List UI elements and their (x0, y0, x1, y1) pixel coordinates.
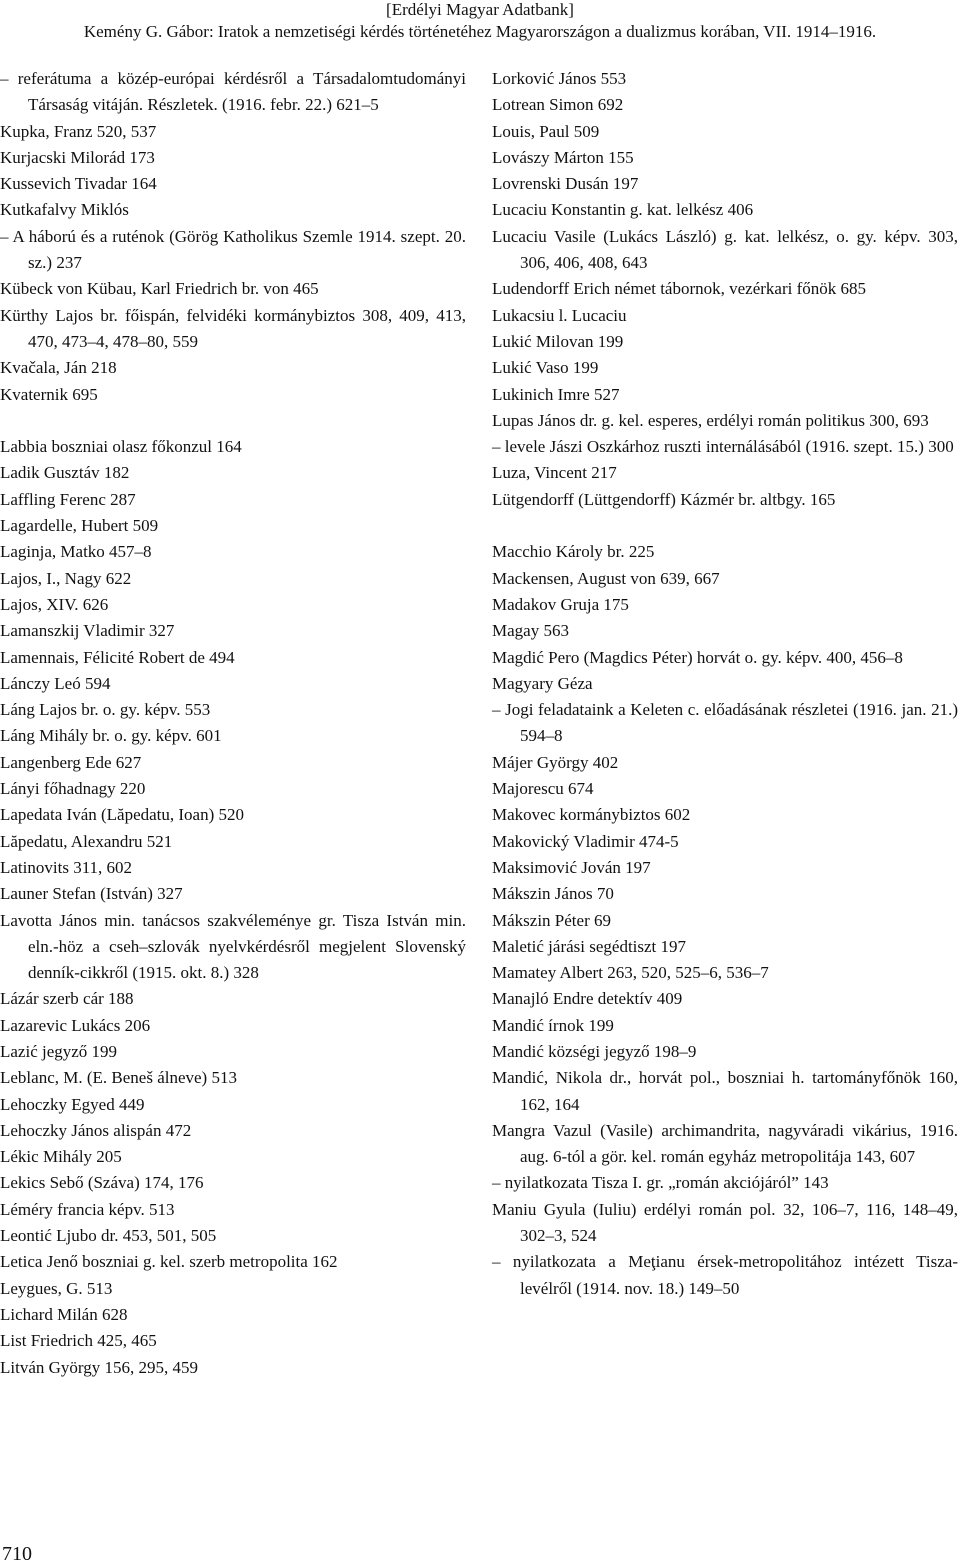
index-entry: Lukacsiu l. Lucaciu (492, 305, 627, 325)
index-entry: Lovászy Márton 155 (492, 147, 634, 167)
index-entry: Maniu Gyula (Iuliu) erdélyi román pol. 32, 106–7, 116, 148–49, 302–3, 524 (492, 1199, 958, 1246)
index-entry: Lütgendorff (Lüttgendorff) Kázmér br. altbgy. 165 (492, 489, 836, 509)
index-entry: Labbia boszniai olasz főkonzul 164 (0, 437, 242, 457)
index-entry: Kvaternik 695 (0, 384, 98, 404)
index-entry: Lékic Mihály 205 (0, 1147, 122, 1167)
page-number: 710 (2, 1543, 32, 1565)
index-entry: Lucaciu Vasile (Lukács László) g. kat. lelkész, o. gy. képv. 303, 306, 406, 408, 643 (492, 226, 958, 273)
book-title: Kemény G. Gábor: Iratok a nemzetiségi kérdés történetéhez Magyarországon a dualizmus korában, VII. 1914–1916. (83, 22, 877, 41)
index-column-right (492, 66, 958, 1302)
index-entry: Lázár szerb cár 188 (0, 989, 134, 1009)
site-header: [Erdélyi Magyar Adatbank] (386, 0, 574, 19)
index-entry: Makovický Vladimir 474-5 (492, 831, 679, 851)
index-entry: Magdić Pero (Magdics Péter) horvát o. gy. képv. 400, 456–8 (492, 647, 903, 667)
index-entry: Leontić Ljubo dr. 453, 501, 505 (0, 1226, 217, 1246)
index-entry: Mandić, Nikola dr., horvát pol., boszniai h. tartományfőnök 160, 162, 164 (492, 1068, 958, 1114)
index-entry: Leygues, G. 513 (0, 1278, 113, 1298)
index-entry: Mandić községi jegyző 198–9 (492, 1041, 697, 1061)
index-entry: Láng Lajos br. o. gy. képv. 553 (0, 700, 211, 720)
index-entry: Langenberg Ede 627 (0, 752, 142, 772)
index-entry: Mákszin Péter 69 (492, 910, 611, 930)
index-entry: Láng Mihály br. o. gy. képv. 601 (0, 726, 222, 746)
index-entry: Lányi főhadnagy 220 (0, 779, 146, 799)
index-entry: Lekics Sebő (Száva) 174, 176 (0, 1173, 204, 1193)
index-entry: Lucaciu Konstantin g. kat. lelkész 406 (492, 200, 754, 220)
index-entry: Madakov Gruja 175 (492, 594, 629, 614)
index-subentry: – nyilatkozata a Meţianu érsek-metropolitához intézett Tisza-levélről (1914. nov. 18.) 149–50 (492, 1252, 958, 1298)
index-entry: Launer Stefan (István) 327 (0, 884, 183, 904)
index-entry: Lagardelle, Hubert 509 (0, 516, 159, 536)
index-entry: Makovec kormánybiztos 602 (492, 805, 691, 825)
index-entry: Latinovits 311, 602 (0, 857, 133, 877)
index-entry: Mackensen, August von 639, 667 (492, 568, 720, 588)
index-entry: Lichard Milán 628 (0, 1304, 128, 1324)
letter-section-gap (492, 513, 958, 539)
index-entry: List Friedrich 425, 465 (0, 1331, 157, 1351)
index-subentry: – nyilatkozata Tisza I. gr. „román akciójáról” 143 (492, 1173, 829, 1193)
index-entry: Lovrenski Dusán 197 (492, 174, 639, 194)
index-entry: Kurjacski Milorád 173 (0, 147, 155, 167)
index-entry: Litván György 156, 295, 459 (0, 1357, 199, 1377)
index-entry: Léméry francia képv. 513 (0, 1199, 175, 1219)
index-entry: Lorković János 553 (492, 69, 627, 88)
index-entry: Luza, Vincent 217 (492, 463, 617, 483)
index-entry: Kvačala, Ján 218 (0, 358, 117, 378)
index-entry: Leblanc, M. (E. Beneš álneve) 513 (0, 1068, 237, 1088)
index-entry: Lehoczky János alispán 472 (0, 1120, 192, 1140)
index-subentry: – levele Jászi Oszkárhoz ruszti internálásából (1916. szept. 15.) 300 (492, 437, 954, 457)
index-entry: Louis, Paul 509 (492, 121, 600, 141)
index-entry: Májer György 402 (492, 752, 619, 772)
index-column-left (0, 66, 466, 1381)
index-entry: Kutkafalvy Miklós (0, 200, 129, 220)
index-entry: Lupas János dr. g. kel. esperes, erdélyi román politikus 300, 693 (492, 410, 929, 430)
index-entry: Kupka, Franz 520, 537 (0, 121, 157, 141)
index-entry: Macchio Károly br. 225 (492, 542, 655, 562)
index-entry: Kübeck von Kübau, Karl Friedrich br. von 465 (0, 279, 319, 299)
index-entry: Lánczy Leó 594 (0, 673, 111, 693)
index-entry: Laffling Ferenc 287 (0, 489, 136, 509)
letter-section-gap (0, 408, 466, 434)
index-entry: Lamanszkij Vladimir 327 (0, 621, 175, 641)
index-entry: Lamennais, Félicité Robert de 494 (0, 647, 235, 667)
index-entry: Maksimović Jován 197 (492, 857, 651, 877)
index-entry: Magyary Géza (492, 673, 593, 693)
index-entry: Kürthy Lajos br. főispán, felvidéki kormánybiztos 308, 409, 413, 470, 473–4, 478–80, 559 (0, 305, 466, 351)
index-entry: Lukić Vaso 199 (492, 358, 599, 378)
index-entry: Lotrean Simon 692 (492, 95, 624, 115)
index-entry: Lukić Milovan 199 (492, 331, 624, 351)
index-entry: Mangra Vazul (Vasile) archimandrita, nagyváradi vikárius, 1916. aug. 6-tól a gör. kel. román egyház metropolitája 143, 607 (492, 1120, 958, 1167)
index-subentry: – referátuma a közép-európai kérdésről a Társadalomtudományi Társaság vitáján. Részletek. (1916. febr. 22.) 621–5 (0, 69, 466, 115)
index-entry: Lajos, XIV. 626 (0, 594, 109, 614)
index-entry: Lazarevic Lukács 206 (0, 1015, 151, 1035)
index-entry: Kussevich Tivadar 164 (0, 174, 157, 194)
index-entry: Manajló Endre detektív 409 (492, 989, 683, 1009)
index-subentry: – A háború és a ruténok (Görög Katholikus Szemle 1914. szept. 20. sz.) 237 (0, 226, 466, 273)
index-entry: Magay 563 (492, 621, 569, 641)
index-entry: Lavotta János min. tanácsos szakvéleménye gr. Tisza István min. eln.-höz a cseh–szlovák nyelvkérdésről megjelent Slovenský denník-cikkről (1915. okt. 8.) 328 (0, 910, 466, 983)
index-entry: Majorescu 674 (492, 779, 594, 799)
index-entry: Mákszin János 70 (492, 884, 614, 904)
index-entry: Letica Jenő boszniai g. kel. szerb metropolita 162 (0, 1252, 338, 1272)
index-entry: Lukinich Imre 527 (492, 384, 620, 404)
index-subentry: – Jogi feladataink a Keleten c. előadásának részletei (1916. jan. 21.) 594–8 (492, 700, 958, 746)
index-entry: Mamatey Albert 263, 520, 525–6, 536–7 (492, 963, 769, 983)
index-entry: Lajos, I., Nagy 622 (0, 568, 132, 588)
index-entry: Lapedata Iván (Lăpedatu, Ioan) 520 (0, 805, 245, 825)
index-entry: Lazić jegyző 199 (0, 1041, 118, 1061)
index-entry: Mandić írnok 199 (492, 1015, 614, 1035)
index-entry: Lehoczky Egyed 449 (0, 1094, 145, 1114)
index-entry: Ladik Gusztáv 182 (0, 463, 130, 483)
index-entry: Ludendorff Erich német tábornok, vezérkari főnök 685 (492, 279, 867, 299)
index-entry: Laginja, Matko 457–8 (0, 542, 152, 562)
index-entry: Lăpedatu, Alexandru 521 (0, 831, 173, 851)
index-entry: Maletić járási segédtiszt 197 (492, 936, 687, 956)
